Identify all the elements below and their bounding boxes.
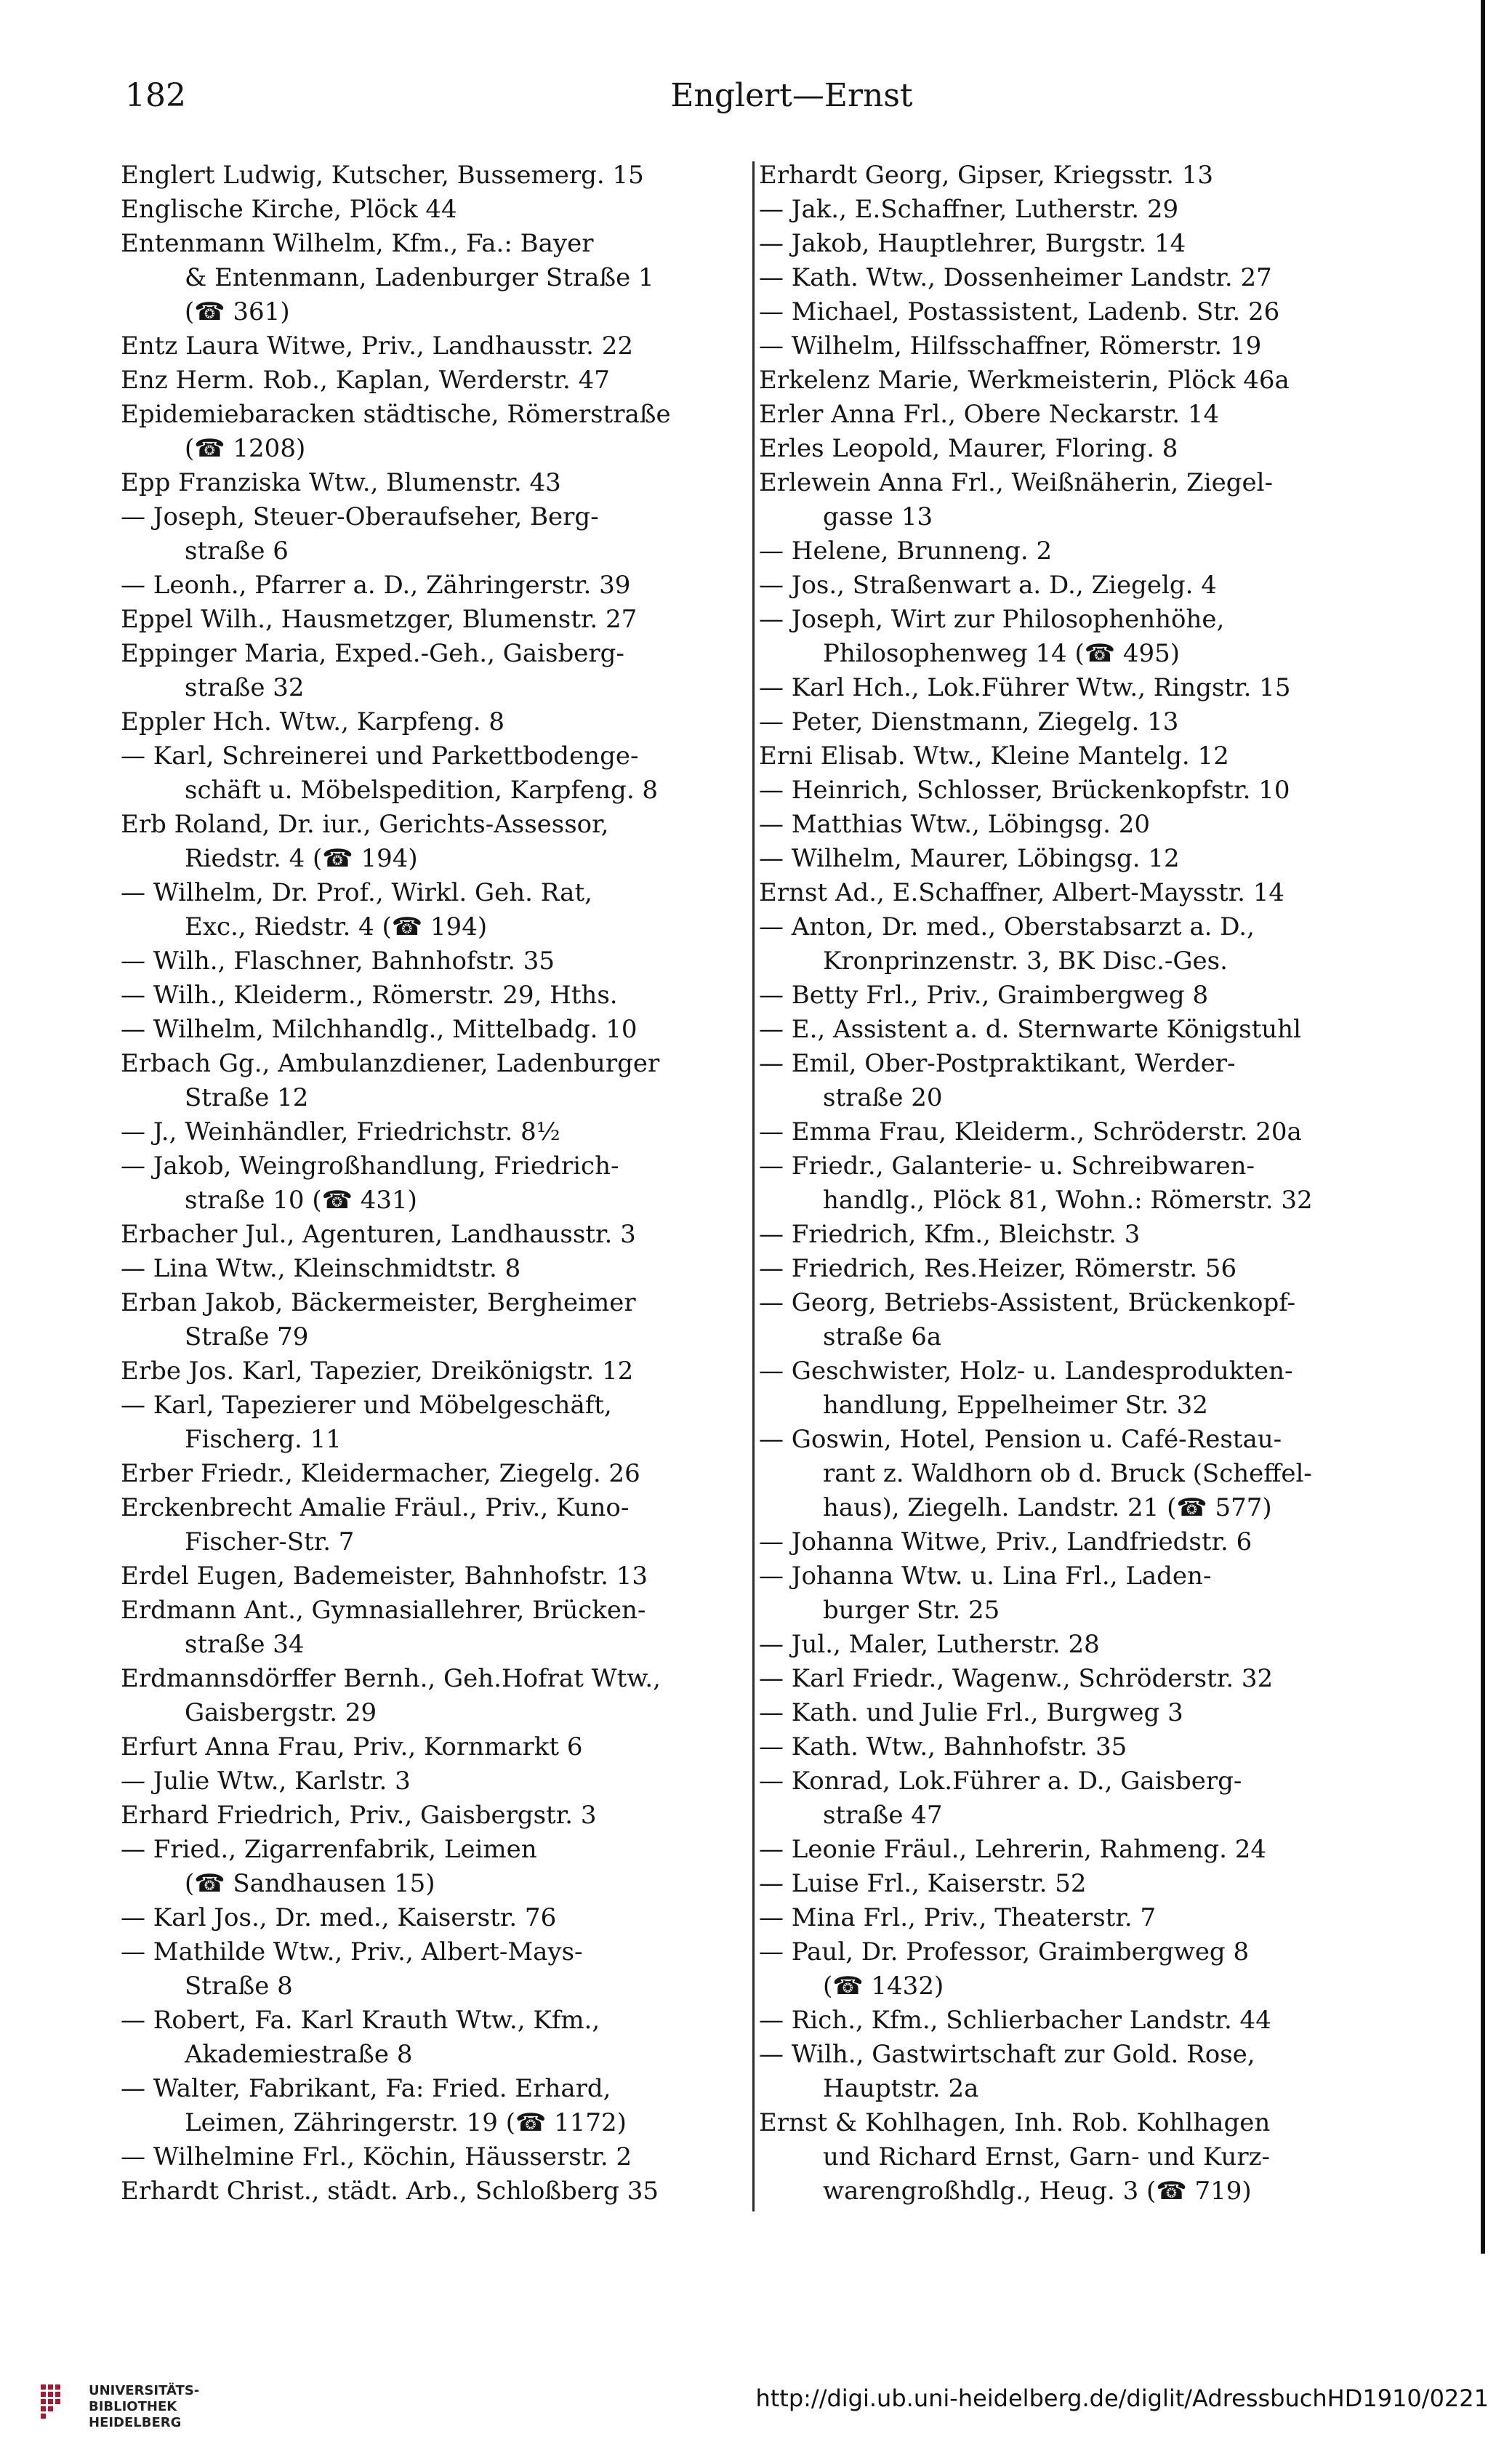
directory-line: straße 47 — [823, 1801, 943, 1830]
directory-line: — Wilhelm, Milchhandlg., Mittelbadg. 10 — [121, 1015, 638, 1044]
directory-line: schäft u. Möbelspedition, Karpfeng. 8 — [185, 776, 659, 805]
directory-line: haus), Ziegelh. Landstr. 21 (☎ 577) — [823, 1493, 1272, 1522]
directory-line: straße 6 — [185, 537, 289, 566]
university-library-logo-icon — [38, 2380, 81, 2427]
library-name — [89, 2383, 199, 2431]
directory-line: — Kath. Wtw., Bahnhofstr. 35 — [759, 1732, 1127, 1761]
directory-line: Epp Franziska Wtw., Blumenstr. 43 — [121, 468, 561, 497]
directory-line: — Karl, Tapezierer und Möbelgeschäft, — [121, 1391, 612, 1420]
directory-line: gasse 13 — [823, 502, 933, 531]
directory-line: Hauptstr. 2a — [823, 2074, 979, 2103]
directory-line: — Wilhelm, Dr. Prof., Wirkl. Geh. Rat, — [121, 878, 592, 907]
directory-line: burger Str. 25 — [823, 1596, 1000, 1625]
directory-line: Erni Elisab. Wtw., Kleine Mantelg. 12 — [759, 742, 1229, 771]
directory-line: — Konrad, Lok.Führer a. D., Gaisberg- — [759, 1767, 1242, 1796]
directory-line: — Kath. Wtw., Dossenheimer Landstr. 27 — [759, 263, 1272, 292]
directory-line: — Leonh., Pfarrer a. D., Zähringerstr. 39 — [121, 571, 631, 600]
directory-line: Erhardt Georg, Gipser, Kriegsstr. 13 — [759, 161, 1213, 190]
directory-line: straße 34 — [185, 1630, 305, 1659]
directory-line: Entz Laura Witwe, Priv., Landhausstr. 22 — [121, 332, 634, 361]
directory-line: (☎ 361) — [185, 297, 290, 326]
directory-line: — Karl Jos., Dr. med., Kaiserstr. 76 — [121, 1903, 557, 1932]
directory-line: Erckenbrecht Amalie Fräul., Priv., Kuno- — [121, 1493, 630, 1522]
directory-line: — Wilh., Gastwirtschaft zur Gold. Rose, — [759, 2040, 1255, 2069]
directory-line: Englert Ludwig, Kutscher, Bussemerg. 15 — [121, 161, 644, 190]
directory-line: und Richard Ernst, Garn- und Kurz- — [823, 2142, 1271, 2171]
left-column — [121, 158, 736, 2216]
library-name-line: HEIDELBERG — [89, 2415, 182, 2430]
directory-line: — Friedr., Galanterie- u. Schreibwaren- — [759, 1152, 1255, 1181]
running-head: Englert—Ernst — [670, 77, 913, 114]
directory-line: Kronprinzenstr. 3, BK Disc.-Ges. — [823, 947, 1228, 976]
directory-line: (☎ 1432) — [823, 1972, 944, 2001]
directory-line: — Rich., Kfm., Schlierbacher Landstr. 44 — [759, 2006, 1271, 2035]
directory-line: Erlewein Anna Frl., Weißnäherin, Ziegel- — [759, 468, 1274, 497]
directory-line: Erles Leopold, Maurer, Floring. 8 — [759, 434, 1178, 463]
directory-line: Enz Herm. Rob., Kaplan, Werderstr. 47 — [121, 366, 610, 395]
directory-line: Englische Kirche, Plöck 44 — [121, 195, 457, 224]
directory-line: — Walter, Fabrikant, Fa: Fried. Erhard, — [121, 2074, 611, 2103]
directory-line: (☎ Sandhausen 15) — [185, 1869, 435, 1898]
directory-line: — Betty Frl., Priv., Graimbergweg 8 — [759, 981, 1209, 1010]
right-column — [759, 158, 1374, 2216]
directory-line: — Mina Frl., Priv., Theaterstr. 7 — [759, 1903, 1157, 1932]
directory-line: — Friedrich, Res.Heizer, Römerstr. 56 — [759, 1254, 1237, 1283]
directory-line: — Jakob, Hauptlehrer, Burgstr. 14 — [759, 229, 1186, 258]
directory-line: Akademiestraße 8 — [185, 2040, 413, 2069]
directory-line: Eppler Hch. Wtw., Karpfeng. 8 — [121, 707, 505, 736]
directory-line: handlg., Plöck 81, Wohn.: Römerstr. 32 — [823, 1186, 1313, 1215]
library-name-line: BIBLIOTHEK — [89, 2399, 177, 2414]
page-number: 182 — [125, 77, 186, 114]
column-divider — [752, 161, 755, 2211]
directory-line: — J., Weinhändler, Friedrichstr. 8½ — [121, 1117, 560, 1146]
directory-line: Ernst & Kohlhagen, Inh. Rob. Kohlhagen — [759, 2108, 1271, 2137]
directory-line: — Johanna Witwe, Priv., Landfriedstr. 6 — [759, 1527, 1252, 1556]
directory-line: — Emma Frau, Kleiderm., Schröderstr. 20a — [759, 1117, 1302, 1146]
directory-line: — Heinrich, Schlosser, Brückenkopfstr. 10 — [759, 776, 1290, 805]
directory-line: Entenmann Wilhelm, Kfm., Fa.: Bayer — [121, 229, 594, 258]
directory-line: — Anton, Dr. med., Oberstabsarzt a. D., — [759, 912, 1255, 941]
directory-line: Straße 12 — [185, 1083, 309, 1112]
directory-line: — Mathilde Wtw., Priv., Albert-Mays- — [121, 1937, 583, 1966]
directory-line: Philosophenweg 14 (☎ 495) — [823, 639, 1181, 668]
directory-line: — Wilhelm, Hilfsschaffner, Römerstr. 19 — [759, 332, 1262, 361]
directory-line: — Emil, Ober-Postpraktikant, Werder- — [759, 1049, 1236, 1078]
directory-line: Gaisbergstr. 29 — [185, 1698, 377, 1727]
directory-line: — Joseph, Steuer-Oberaufseher, Berg- — [121, 502, 599, 531]
directory-line: — Jakob, Weingroßhandlung, Friedrich- — [121, 1152, 619, 1181]
directory-line: Erb Roland, Dr. iur., Gerichts-Assessor, — [121, 810, 609, 839]
directory-line: — Luise Frl., Kaiserstr. 52 — [759, 1869, 1087, 1898]
directory-line: — Fried., Zigarrenfabrik, Leimen — [121, 1835, 537, 1864]
directory-line: — E., Assistent a. d. Sternwarte Königstuhl — [759, 1015, 1301, 1044]
footer — [0, 2368, 1512, 2455]
library-name-line: UNIVERSITÄTS- — [89, 2383, 200, 2398]
directory-line: — Wilhelmine Frl., Köchin, Häusserstr. 2 — [121, 2142, 632, 2171]
directory-line: — Jos., Straßenwart a. D., Ziegelg. 4 — [759, 571, 1217, 600]
directory-line: — Friedrich, Kfm., Bleichstr. 3 — [759, 1220, 1141, 1249]
directory-line: (☎ 1208) — [185, 434, 306, 463]
directory-line: — Joseph, Wirt zur Philosophenhöhe, — [759, 605, 1225, 634]
directory-line: Fischerg. 11 — [185, 1425, 342, 1454]
directory-line: Erhard Friedrich, Priv., Gaisbergstr. 3 — [121, 1801, 597, 1830]
directory-line: — Julie Wtw., Karlstr. 3 — [121, 1767, 411, 1796]
directory-line: rant z. Waldhorn ob d. Bruck (Scheffel- — [823, 1459, 1312, 1488]
directory-line: Epidemiebaracken städtische, Römerstraße — [121, 400, 671, 429]
directory-line: — Goswin, Hotel, Pension u. Café-Restau- — [759, 1425, 1282, 1454]
directory-line: — Jul., Maler, Lutherstr. 28 — [759, 1630, 1100, 1659]
directory-line: — Lina Wtw., Kleinschmidtstr. 8 — [121, 1254, 521, 1283]
directory-line: — Michael, Postassistent, Ladenb. Str. 26 — [759, 297, 1280, 326]
directory-line: — Karl Friedr., Wagenw., Schröderstr. 32 — [759, 1664, 1274, 1693]
directory-line: straße 10 (☎ 431) — [185, 1186, 417, 1215]
directory-line: Straße 79 — [185, 1322, 309, 1351]
directory-line: Fischer-Str. 7 — [185, 1527, 355, 1556]
directory-line: Erler Anna Frl., Obere Neckarstr. 14 — [759, 400, 1220, 429]
directory-line: Erbacher Jul., Agenturen, Landhausstr. 3 — [121, 1220, 636, 1249]
page-edge — [1481, 0, 1485, 2254]
directory-line: Straße 8 — [185, 1972, 293, 2001]
directory-line: Erdel Eugen, Bademeister, Bahnhofstr. 13 — [121, 1562, 648, 1591]
directory-line: & Entenmann, Ladenburger Straße 1 — [185, 263, 654, 292]
directory-line: — Karl, Schreinerei und Parkettbodenge- — [121, 742, 639, 771]
directory-line: — Peter, Dienstmann, Ziegelg. 13 — [759, 707, 1179, 736]
directory-line: — Matthias Wtw., Löbingsg. 20 — [759, 810, 1151, 839]
directory-line: — Jak., E.Schaffner, Lutherstr. 29 — [759, 195, 1179, 224]
page-header — [121, 73, 1463, 116]
directory-line: — Paul, Dr. Professor, Graimbergweg 8 — [759, 1937, 1250, 1966]
directory-line: — Kath. und Julie Frl., Burgweg 3 — [759, 1698, 1183, 1727]
directory-line: warengroßhdlg., Heug. 3 (☎ 719) — [823, 2177, 1252, 2206]
directory-line: straße 32 — [185, 673, 305, 702]
directory-line: Erbach Gg., Ambulanzdiener, Ladenburger — [121, 1049, 660, 1078]
directory-line: — Wilh., Flaschner, Bahnhofstr. 35 — [121, 947, 555, 976]
directory-line: handlung, Eppelheimer Str. 32 — [823, 1391, 1208, 1420]
directory-line: Erfurt Anna Frau, Priv., Kornmarkt 6 — [121, 1732, 583, 1761]
directory-line: — Georg, Betriebs-Assistent, Brückenkopf- — [759, 1288, 1296, 1317]
directory-line: — Leonie Fräul., Lehrerin, Rahmeng. 24 — [759, 1835, 1267, 1864]
directory-line: Exc., Riedstr. 4 (☎ 194) — [185, 912, 488, 941]
directory-line: Erdmann Ant., Gymnasiallehrer, Brücken- — [121, 1596, 646, 1625]
directory-line: Erbe Jos. Karl, Tapezier, Dreikönigstr. 12 — [121, 1357, 634, 1386]
directory-line: Eppel Wilh., Hausmetzger, Blumenstr. 27 — [121, 605, 638, 634]
directory-line: straße 20 — [823, 1083, 943, 1112]
directory-line: straße 6a — [823, 1322, 942, 1351]
directory-line: — Geschwister, Holz- u. Landesprodukten- — [759, 1357, 1293, 1386]
directory-line: Leimen, Zähringerstr. 19 (☎ 1172) — [185, 2108, 627, 2137]
directory-line: — Helene, Brunneng. 2 — [759, 537, 1053, 566]
directory-line: Eppinger Maria, Exped.-Geh., Gaisberg- — [121, 639, 624, 668]
directory-line: Ernst Ad., E.Schaffner, Albert-Maysstr. 14 — [759, 878, 1285, 907]
directory-line: Erban Jakob, Bäckermeister, Bergheimer — [121, 1288, 636, 1317]
directory-line: — Wilh., Kleiderm., Römerstr. 29, Hths. — [121, 981, 618, 1010]
directory-line: Riedstr. 4 (☎ 194) — [185, 844, 418, 873]
source-url-link[interactable]: http://digi.ub.uni-heidelberg.de/diglit/AdressbuchHD1910/0221 — [755, 2384, 1489, 2412]
directory-line: — Wilhelm, Maurer, Löbingsg. 12 — [759, 844, 1180, 873]
directory-line: — Robert, Fa. Karl Krauth Wtw., Kfm., — [121, 2006, 600, 2035]
directory-line: Erkelenz Marie, Werkmeisterin, Plöck 46a — [759, 366, 1290, 395]
directory-line: — Johanna Wtw. u. Lina Frl., Laden- — [759, 1562, 1212, 1591]
directory-line: Erhardt Christ., städt. Arb., Schloßberg 35 — [121, 2177, 659, 2206]
directory-line: Erdmannsdörffer Bernh., Geh.Hofrat Wtw., — [121, 1664, 661, 1693]
directory-line: — Karl Hch., Lok.Führer Wtw., Ringstr. 15 — [759, 673, 1291, 702]
directory-line: Erber Friedr., Kleidermacher, Ziegelg. 26 — [121, 1459, 640, 1488]
